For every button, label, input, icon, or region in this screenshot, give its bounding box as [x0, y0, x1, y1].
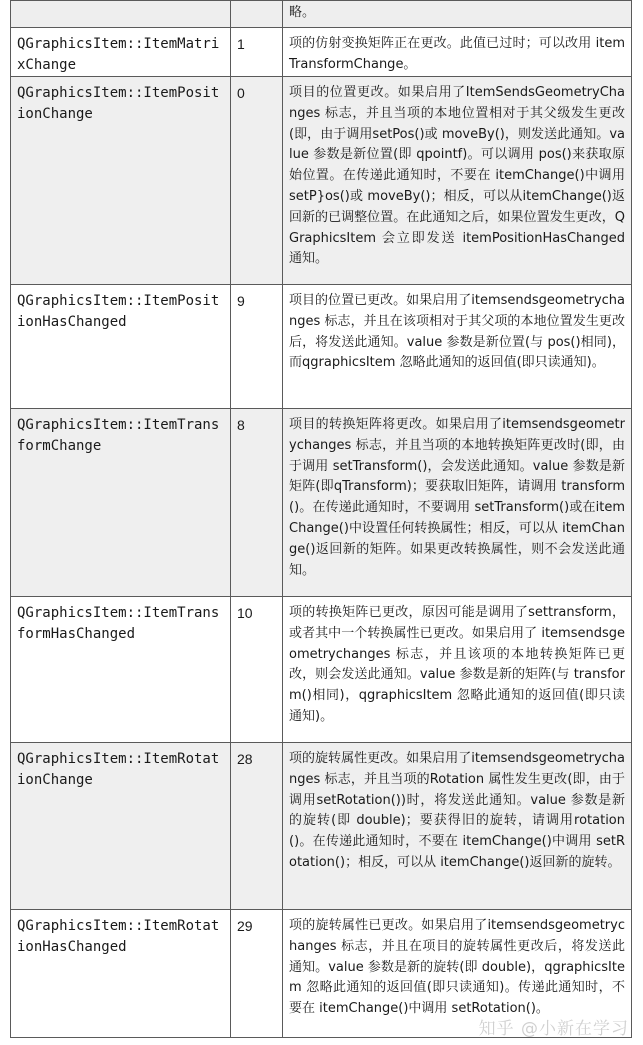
table-row: [11, 597, 632, 743]
enum-name-cell: QGraphicsItem::ItemPositionHasChanged: [11, 285, 231, 409]
enum-table: [10, 0, 632, 1038]
enum-name-cell: QGraphicsItem::ItemMatrixChange: [11, 28, 231, 77]
enum-name-cell: QGraphicsItem::ItemPositionChange: [11, 77, 231, 285]
description-cell: 项的旋转属性已更改。如果启用了itemsendsgeometrychanges 标志，并且在项目的旋转属性更改后，将发送此通知。value 参数是新的旋转(即 double)，qgraphicsItem 忽略此通知的返回值(即只读通知)。传递此通知时，不要在 itemChange()中调用 setRotation()。: [283, 910, 632, 1038]
value-cell: [231, 1, 283, 28]
description-cell: 项目的位置更改。如果启用了ItemSendsGeometryChanges 标志，并且当项的本地位置相对于其父级发生更改(即，由于调用setPos()或 moveBy()，则发送此通知。value 参数是新位置(即 qpointf)。可以调用 pos()来获取原始位置。在传递此通知时，不要在 itemChange()中调用 setP}os()或 moveBy()；相反，可以从itemChange()返回新的已调整位置。在此通知之后，如果位置发生更改，QGraphicsItem 会立即发送 itemPositionHasChanged 通知。: [283, 77, 632, 285]
enum-value-cell: 8: [231, 409, 283, 597]
enum-name-cell: QGraphicsItem::ItemRotationChange: [11, 743, 231, 910]
table-row: [11, 28, 632, 77]
description-cell: 项的仿射变换矩阵正在更改。此值已过时；可以改用 itemTransformChange。: [283, 28, 632, 77]
table-row: [11, 285, 632, 409]
enum-value-cell: 1: [231, 28, 283, 77]
table-row: [11, 77, 632, 285]
description-cell: 项的旋转属性更改。如果启用了itemsendsgeometrychanges 标志，并且当项的Rotation 属性发生更改(即，由于调用setRotation())时，将发送此通知。value 参数是新的旋转(即 double)；要获得旧的旋转，请调用rotation()。在传递此通知时，不要在 itemChange()中调用 setRotation()；相反，可以从 itemChange()返回新的旋转。: [283, 743, 632, 910]
description-cell: 略。: [283, 1, 632, 28]
enum-name-cell: QGraphicsItem::ItemRotationHasChanged: [11, 910, 231, 1038]
enum-value-cell: 28: [231, 743, 283, 910]
enum-value-cell: 0: [231, 77, 283, 285]
watermark-text: 知乎 @小新在学习: [478, 1019, 629, 1039]
enum-value-cell: 10: [231, 597, 283, 743]
description-cell: 项目的位置已更改。如果启用了itemsendsgeometrychanges 标志，并且在该项相对于其父项的本地位置发生更改后，将发送此通知。value 参数是新位置(与 pos()相同)，而qgraphicsItem 忽略此通知的返回值(即只读通知)。: [283, 285, 632, 409]
description-cell: 项的转换矩阵已更改，原因可能是调用了settransform，或者其中一个转换属性已更改。如果启用了 itemsendsgeometrychanges 标志，并且该项的本地转换矩阵已更改，则会发送此通知。value 参数是新的矩阵(与 transform()相同)，qgraphicsItem 忽略此通知的返回值(即只读通知)。: [283, 597, 632, 743]
table-row: [11, 910, 632, 1038]
enum-name-cell: QGraphicsItem::ItemTransformChange: [11, 409, 231, 597]
table-row-continued: [11, 1, 632, 28]
name-cell: [11, 1, 231, 28]
enum-value-cell: 29: [231, 910, 283, 1038]
table-row: [11, 409, 632, 597]
enum-value-cell: 9: [231, 285, 283, 409]
enum-name-cell: QGraphicsItem::ItemTransformHasChanged: [11, 597, 231, 743]
table-row: [11, 743, 632, 910]
description-cell: 项目的转换矩阵将更改。如果启用了itemsendsgeometrychanges 标志，并且当项的本地转换矩阵更改时(即，由于调用 setTransform()，会发送此通知。value 参数是新矩阵(即qTransform)；要获取旧矩阵，请调用 transform()。在传递此通知时，不要调用 setTransform()或在itemChange()中设置任何转换属性；相反，可以从 itemChange()返回新的矩阵。如果更改转换属性，则不会发送此通知。: [283, 409, 632, 597]
